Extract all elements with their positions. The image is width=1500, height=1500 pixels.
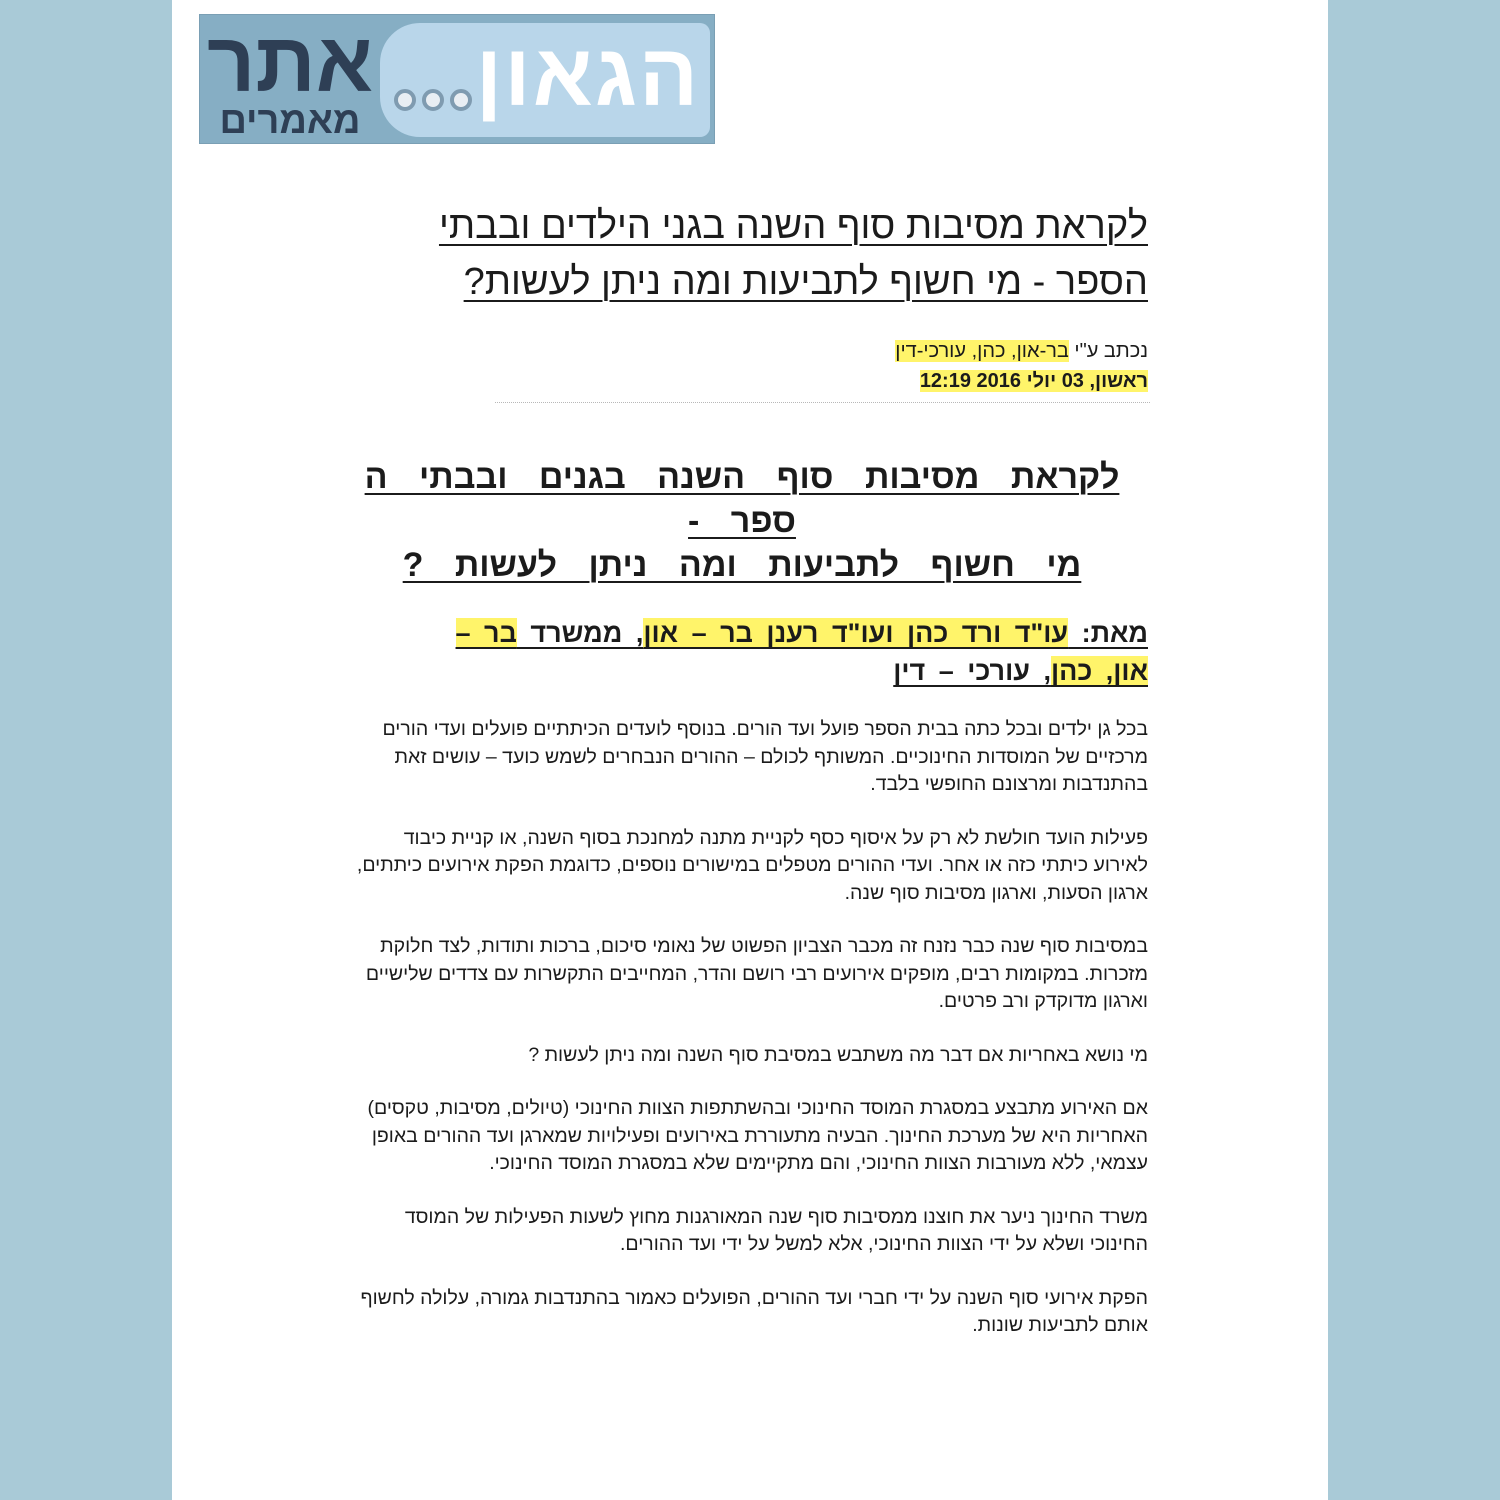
- paragraph: בכל גן ילדים ובכל כתה בבית הספר פועל ועד הורים. בנוסף לועדים הכיתתיים פועלים ועדי הורים מרכזיים של המוסדות החינוכיים. המשותף לכולם – ההורים הנבחרים לשמש כועד – עושים זאת בהתנדבות ומרצונם החופשי בלבד.: [382, 718, 1148, 795]
- heading-line-1: לקראת מסיבות סוף השנה בגנים ובבתי ה: [364, 458, 1120, 496]
- publish-date: ראשון, 03 יולי 2016 12:19: [919, 370, 1148, 392]
- byline: [548, 336, 1148, 396]
- from-firm-c: , עורכי – דין: [893, 656, 1051, 686]
- from-label: מאת:: [1068, 618, 1148, 648]
- logo-main-text: הגאון: [475, 25, 701, 124]
- article-body: [348, 716, 1148, 1366]
- title-line-1: לקראת מסיבות סוף השנה בגני הילדים ובבתי: [438, 205, 1148, 247]
- from-firm-a: בר –: [455, 618, 517, 648]
- heading-line-3: מי חשוף לתביעות ומה ניתן לעשות ?: [402, 546, 1082, 584]
- byline-author: בר-און, כהן, עורכי-דין: [895, 340, 1069, 362]
- article-authors: [408, 614, 1148, 690]
- divider: [495, 402, 1150, 403]
- article-heading: [332, 455, 1152, 587]
- byline-prefix: נכתב ע"י: [1068, 340, 1148, 362]
- from-middle: , ממשרד: [516, 618, 644, 648]
- paragraph: מי נושא באחריות אם דבר מה משתבש במסיבת סוף השנה ומה ניתן לעשות ?: [528, 1043, 1148, 1066]
- paragraph: פעילות הועד חולשת לא רק על איסוף כסף לקניית מתנה למחנכת בסוף השנה, או קניית כיבוד לאירוע כיתתי כזה או אחר. ועדי ההורים מטפלים במישורים נוספים, כדוגמת הפקת אירועים כיתתים, ארגון הסעות, וארגון מסיבות סוף שנה.: [356, 826, 1148, 904]
- paragraph: במסיבות סוף שנה כבר נזנח זה מכבר הצביון הפשוט של נאומי סיכום, ברכות ותודות, לצד חלוקת מזכרות. במקומות רבים, מופקים אירועים רבי רושם והדר, המחייבים התקשרות עם צדדים שלישיים וארגון מדוקדק ורב פרטים.: [365, 935, 1148, 1012]
- logo-ribbon-bottom: מאמרים: [219, 100, 361, 142]
- site-logo[interactable]: [199, 14, 715, 144]
- heading-line-2: ספר -: [688, 502, 796, 540]
- paragraph: אם האירוע מתבצע במסגרת המוסד החינוכי ובהשתתפות הצוות החינוכי (טיולים, מסיבות, טקסים) האחריות היא של מערכת החינוך. הבעיה מתעוררת באירועים ופעילויות שמארגן ועד ההורים באופן עצמאי, ללא מעורבות הצוות החינוכי, והם מתקיימים שלא במסגרת המוסד החינוכי.: [367, 1097, 1148, 1174]
- from-firm-b: און, כהן: [1050, 656, 1148, 686]
- title-line-2: הספר - מי חשוף לתביעות ומה ניתן לעשות?: [463, 261, 1148, 303]
- page-title: [348, 198, 1148, 310]
- from-names: עו"ד ורד כהן ועו"ד רענן בר – און: [643, 618, 1069, 648]
- paragraph: הפקת אירועי סוף השנה על ידי חברי ועד ההורים, הפועלים כאמור בהתנדבות גמורה, עלולה לחשוף אותם לתביעות שונות.: [360, 1286, 1148, 1336]
- document-page: [172, 0, 1328, 1500]
- logo-ribbon-top: אתר: [207, 15, 373, 109]
- paragraph: משרד החינוך ניער את חוצנו ממסיבות סוף שנה המאורגנות מחוץ לשעות הפעילות של המוסד החינוכי ושלא על ידי הצוות החינוכי, אלא למשל על ידי ועד ההורים.: [404, 1205, 1148, 1255]
